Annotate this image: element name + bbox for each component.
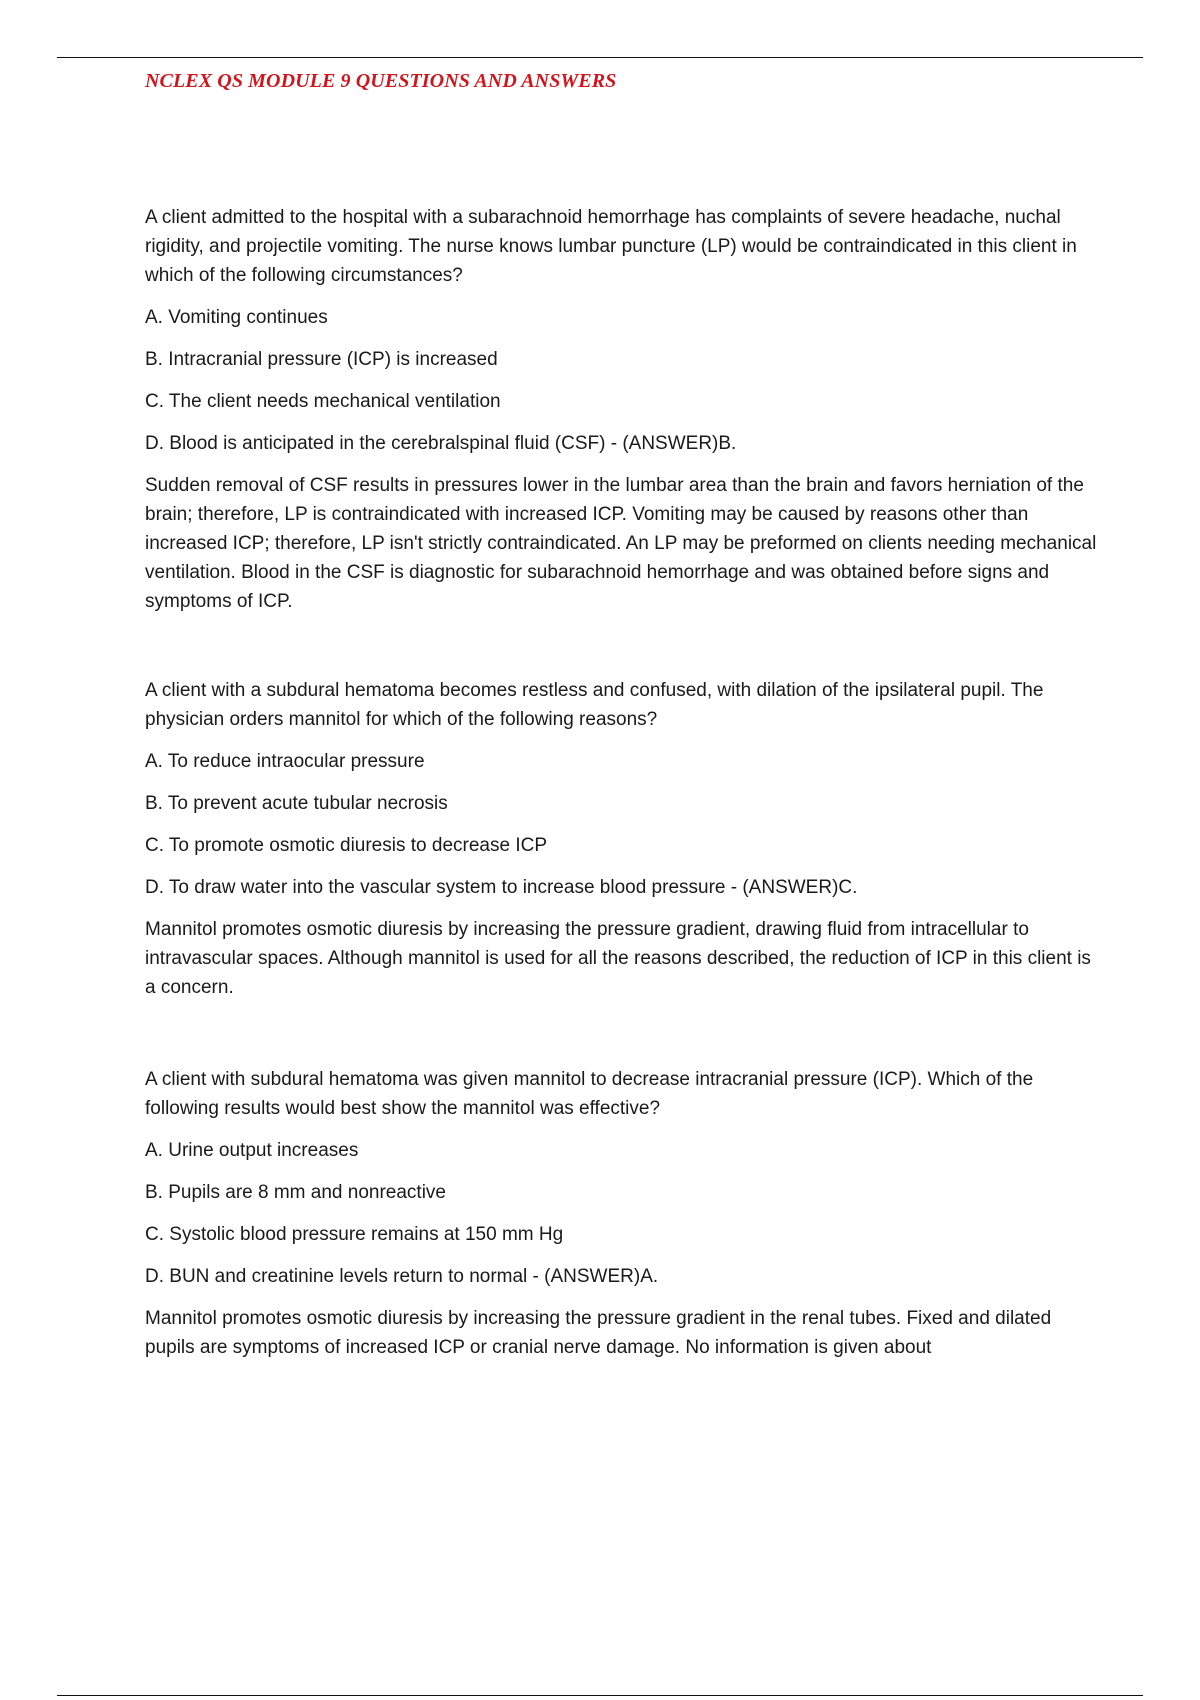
option-d-with-answer: D. BUN and creatinine levels return to normal - (ANSWER)A. (145, 1266, 659, 1287)
option-b: B. To prevent acute tubular necrosis (145, 793, 448, 814)
question-block-1 (145, 203, 1100, 616)
document-title: NCLEX QS MODULE 9 QUESTIONS AND ANSWERS (145, 70, 617, 92)
option-c: C. Systolic blood pressure remains at 150 mm Hg (145, 1224, 564, 1245)
option-b: B. Pupils are 8 mm and nonreactive (145, 1182, 446, 1203)
option-b: B. Intracranial pressure (ICP) is increased (145, 349, 498, 370)
question-stem: A client with a subdural hematoma becomes restless and confused, with dilation of the ipsilateral pupil. The physician orders mannitol for which of the following reasons? (145, 680, 1044, 730)
option-a: A. Vomiting continues (145, 307, 328, 328)
option-c: C. The client needs mechanical ventilation (145, 391, 501, 412)
answer-rationale: Mannitol promotes osmotic diuresis by increasing the pressure gradient, drawing fluid from intracellular to intravascular spaces. Although mannitol is used for all the reasons described, the reduction of ICP in this client is a concern. (145, 919, 1091, 998)
option-d-with-answer: D. To draw water into the vascular system to increase blood pressure - (ANSWER)C. (145, 877, 858, 898)
top-rule (57, 57, 1143, 58)
option-a: A. Urine output increases (145, 1140, 359, 1161)
question-stem: A client admitted to the hospital with a subarachnoid hemorrhage has complaints of severe headache, nuchal rigidity, and projectile vomiting. The nurse knows lumbar puncture (LP) would be contraindicated in this client in which of the following circumstances? (145, 207, 1077, 286)
answer-rationale: Sudden removal of CSF results in pressures lower in the lumbar area than the brain and favors herniation of the brain; therefore, LP is contraindicated with increased ICP. Vomiting may be caused by reasons other than increased ICP; therefore, LP isn't strictly contraindicated. An LP may be preformed on clients needing mechanical ventilation. Blood in the CSF is diagnostic for subarachnoid hemorrhage and was obtained before signs and symptoms of ICP. (145, 475, 1097, 612)
question-block-2 (145, 676, 1100, 1002)
option-a: A. To reduce intraocular pressure (145, 751, 425, 772)
question-block-3 (145, 1065, 1100, 1362)
option-c: C. To promote osmotic diuresis to decrease ICP (145, 835, 547, 856)
bottom-rule (57, 1695, 1143, 1696)
option-d-with-answer: D. Blood is anticipated in the cerebralspinal fluid (CSF) - (ANSWER)B. (145, 433, 737, 454)
document-body (145, 203, 1100, 1362)
answer-rationale: Mannitol promotes osmotic diuresis by increasing the pressure gradient in the renal tubes. Fixed and dilated pupils are symptoms of increased ICP or cranial nerve damage. No information is given about (145, 1308, 1052, 1358)
question-stem: A client with subdural hematoma was given mannitol to decrease intracranial pressure (ICP). Which of the following results would best show the mannitol was effective? (145, 1069, 1034, 1119)
